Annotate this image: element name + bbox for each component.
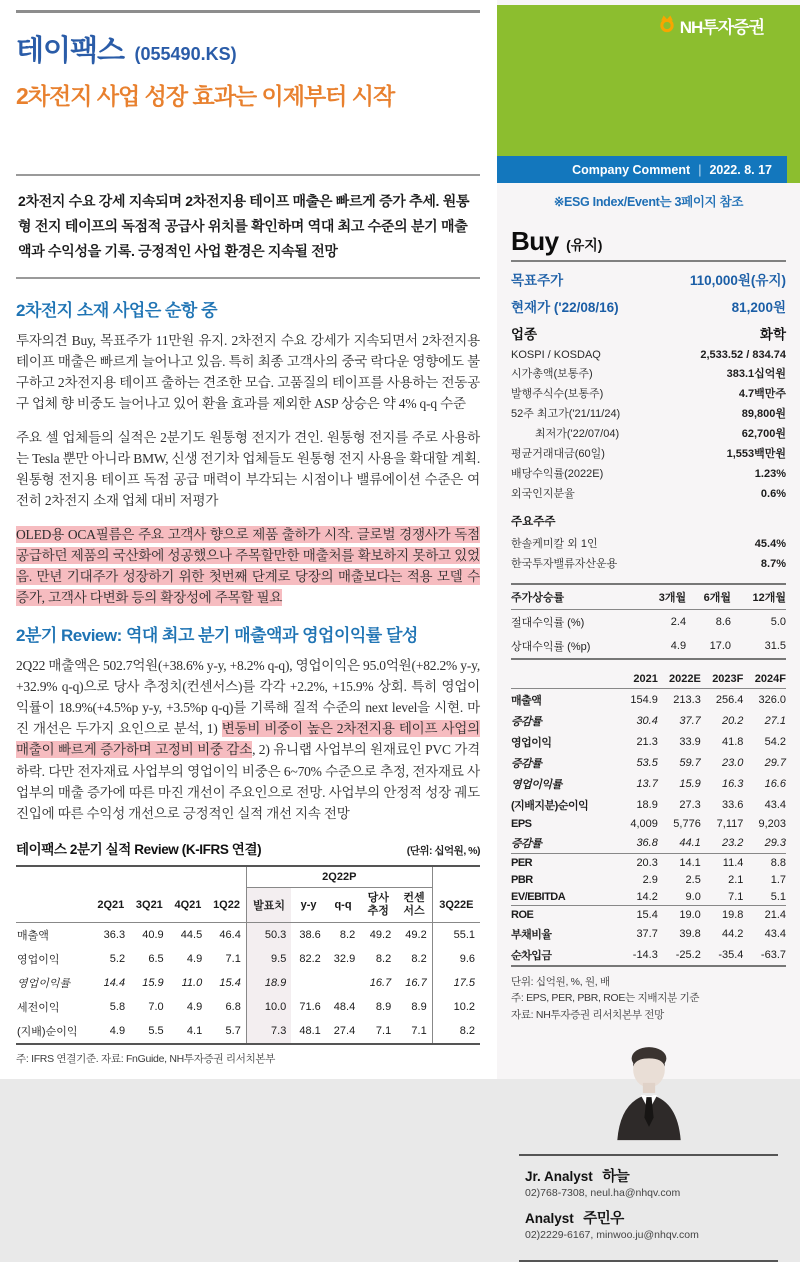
table-cell: 7.0 [148, 1001, 164, 1014]
table-cell: 5.5 [148, 1025, 164, 1038]
table-cell: 21.3 [636, 735, 658, 748]
row-label: PBR [511, 873, 533, 886]
row-label: 영업이익 [17, 954, 60, 967]
table-cell: 5.0 [770, 616, 786, 628]
table-cell: 36.8 [636, 836, 658, 849]
table-cell: 46.4 [219, 929, 241, 942]
info-row [511, 269, 786, 289]
info-value: 62,700원 [741, 428, 786, 440]
table-cell: 27.4 [333, 1025, 356, 1038]
table-row [511, 815, 786, 832]
row-label: 매출액 [17, 930, 49, 943]
info-row [511, 349, 786, 361]
table-cell: 2.5 [685, 873, 701, 886]
table-row [16, 923, 480, 948]
table-cell: 2.1 [728, 873, 744, 886]
table-row [16, 971, 480, 995]
row-label: PER [511, 854, 615, 872]
shareholders-title: 주요주주 [511, 516, 556, 528]
row-label: 증감률 [511, 757, 542, 770]
table-row [511, 731, 786, 752]
note-line: 주: EPS, PER, PBR, ROE는 지배지분 기준 [511, 992, 700, 1005]
table-row [511, 906, 786, 924]
table-cell: -63.7 [760, 948, 786, 961]
analyst-entry [525, 1165, 772, 1199]
table-row [511, 773, 786, 794]
table-cell: 44.5 [180, 929, 203, 942]
table-cell: 50.3 [246, 923, 291, 948]
info-value: 화학 [759, 327, 786, 342]
row-label: 순차입금 [511, 949, 552, 962]
shareholders-rows [511, 535, 786, 571]
info-label: 외국인지분율 [511, 488, 575, 500]
info-value: 0.6% [760, 488, 786, 500]
table-row [511, 854, 786, 872]
column-header [16, 887, 92, 922]
table-cell: 18.9 [636, 798, 658, 811]
table-cell: 5.7 [225, 1025, 241, 1038]
table-cell: 6.5 [148, 953, 164, 966]
info-row [511, 405, 786, 421]
table-cell: 59.7 [679, 756, 701, 769]
table-cell: 9.5 [246, 947, 291, 971]
info-row [511, 425, 786, 441]
main-column [16, 0, 480, 1079]
table-row [511, 794, 786, 815]
info-row [511, 555, 786, 571]
paragraph-4-plain-2: , 2) 유니랩 사업부의 원재료인 PVC 가격 하락. 다만 전자재료 사업부의 영업이익 비중은 6~70% 수준으로 추정, 전자재료 사업부의 매출 증가에 따른 마진 개선이 주요인으로 전망. 사업부의 안정적 성장 궤도 진입에 따른 수익성 개선으로 긍정적인 실적 개선 지속 전망 [16, 742, 480, 821]
table-cell: 16.7 [405, 977, 427, 990]
column-header: 4Q21 [169, 887, 208, 922]
table-cell: -35.4 [718, 948, 744, 961]
info-row [511, 385, 786, 401]
info-value: 1,553백만원 [726, 448, 786, 460]
info-label: 현재가 ('22/08/16) [511, 300, 619, 315]
section-heading-2: 2분기 Review: 역대 최고 분기 매출액과 영업이익률 달성 [16, 626, 418, 646]
table-cell: 31.5 [764, 640, 786, 652]
analyst-contact: 02)2229-6167, minwoo.ju@nhqv.com [525, 1228, 699, 1241]
column-header: 주가상승률 [511, 584, 641, 610]
table-cell: 5.2 [109, 953, 126, 966]
table-cell: 17.5 [432, 971, 480, 995]
table-row [16, 1019, 480, 1044]
table-row [511, 710, 786, 731]
performance-header-row [511, 584, 786, 610]
table-cell: 33.9 [679, 735, 701, 748]
table-cell: 48.1 [299, 1025, 321, 1038]
info-label: 한국투자밸류자산운용 [511, 558, 618, 570]
report-headline: 2차전지 사업 성장 효과는 이제부터 시작 [16, 83, 395, 109]
row-label: EPS [511, 817, 532, 830]
sidebar [497, 0, 800, 1241]
table-cell: 32.9 [333, 953, 356, 966]
table-cell [326, 971, 360, 995]
info-row [511, 465, 786, 481]
table-cell: 19.8 [701, 906, 744, 924]
info-value: 383.1십억원 [726, 368, 786, 380]
row-label: 절대수익률 (%) [511, 617, 585, 629]
table-row [511, 923, 786, 944]
info-value: 110,000원(유지) [689, 273, 786, 288]
table-cell: 38.6 [299, 929, 321, 942]
info-row [511, 296, 786, 316]
table-cell: 1.7 [770, 873, 786, 886]
row-label: 영업이익률 [17, 978, 71, 991]
table-cell: 30.4 [636, 714, 658, 727]
table-row [511, 944, 786, 966]
table-cell: 49.2 [369, 929, 392, 942]
table-cell: 39.8 [679, 927, 701, 940]
table-cell: 14.1 [658, 854, 701, 872]
nh-logo [657, 13, 764, 38]
info-label: 목표주가 [511, 273, 564, 288]
nh-logo-icon [657, 13, 677, 38]
table-cell: 2.9 [642, 873, 658, 886]
table-cell: 36.3 [103, 929, 126, 942]
table-cell: 4.9 [109, 1025, 126, 1038]
info-label: 배당수익률(2022E) [511, 468, 604, 480]
analyst-role: Jr. Analyst [525, 1168, 593, 1184]
info-value: 1.23% [754, 468, 786, 480]
row-label: 영업이익률 [511, 778, 562, 791]
table-cell: 43.4 [764, 927, 786, 940]
table-cell: 4.9 [670, 640, 687, 652]
row-label: 세전이익 [17, 1002, 60, 1015]
group-header-2q22p: 2Q22P [246, 866, 432, 888]
table-cell: -14.3 [632, 948, 658, 961]
row-label: 증감률 [511, 715, 542, 728]
table-cell: 7.1 [375, 1025, 392, 1038]
financial-forecast-table [511, 670, 786, 967]
table-cell: 9.6 [432, 947, 480, 971]
analyst-block [511, 1037, 786, 1262]
analyst-name: 주민우 [583, 1210, 624, 1227]
table-cell: 8.9 [411, 1001, 427, 1014]
note-line: 단위: 십억원, %, 원, 배 [511, 976, 610, 988]
table-cell: 4.1 [186, 1025, 203, 1038]
column-header-row [16, 887, 480, 922]
table-cell: 20.2 [721, 714, 744, 727]
table-cell: 19.0 [658, 906, 701, 924]
column-header: 2022E [658, 670, 701, 689]
highlighted-text: OLED용 OCA필름은 주요 고객사 향으로 제품 출하가 시작. 글로벌 경쟁사가 독점 공급하던 제품의 국산화에 성공했으나 주목할만한 매출처를 확보하지 못하고 있었음. 만년 기대주가 성장하기 위한 첫번째 단계로 당장의 매출보다는 적용 모델 수 증가, 고객사 다변화 등의 확장성에 주목할 필요 [16, 527, 480, 606]
table-cell: 8.8 [743, 854, 786, 872]
quarterly-table-unit: (단위: 십억원, %) [406, 844, 480, 857]
row-label: 증감률 [511, 837, 542, 850]
table-cell: 2.4 [670, 616, 687, 628]
table-cell: 5.1 [770, 890, 786, 903]
table-cell: 6.8 [225, 1001, 241, 1014]
top-divider [16, 10, 480, 13]
paragraph-1: 투자의견 Buy, 목표주가 11만원 유지. 2차전지 수요 강세가 지속되면서 2차전지용 테이프 매출은 빠르게 늘어나고 있음. 특히 최종 고객사의 중국 락다운 영향에도 불구하고 2차전지용 테이프 출하는 견조한 모습. 고품질의 테이프를 사용하는 전동공구 업체 향 비중도 늘어나고 있어 환율 효과를 제외한 ASP 상승은 약 4% q-q 수준 [16, 332, 480, 411]
paragraph-4 [16, 655, 480, 823]
highlighted-text-2: 변동비 비중이 높은 2차전지용 테이프 사업의 매출이 빠르게 증가하며 고정비 비중 감소 [16, 721, 480, 758]
table-cell: 23.0 [721, 756, 744, 769]
table-cell: 49.2 [405, 929, 427, 942]
table-cell: 48.4 [333, 1001, 356, 1014]
table-cell: 7.1 [225, 953, 241, 966]
stock-info-rows [511, 349, 786, 501]
table-row [16, 947, 480, 971]
table-row [511, 888, 786, 906]
table-cell: 326.0 [758, 693, 786, 706]
table-cell: 8.6 [715, 616, 732, 628]
paragraph-3 [16, 524, 480, 608]
row-label: EV/EBITDA [511, 890, 566, 903]
table-cell: 9.0 [685, 890, 701, 903]
column-header: 3개월 [641, 584, 686, 610]
column-header: 2Q21 [92, 887, 131, 922]
analyst-role: Analyst [525, 1210, 574, 1226]
info-value: 2,533.52 / 834.74 [700, 349, 786, 361]
blank-header [16, 866, 246, 888]
table-row [511, 752, 786, 773]
info-value: 89,800원 [741, 408, 786, 420]
column-header: 3Q21 [130, 887, 169, 922]
info-label: 한솔케미칼 외 1인 [511, 538, 598, 550]
table-cell: 23.2 [721, 836, 744, 849]
row-label: 매출액 [511, 694, 542, 707]
table-cell: 10.2 [432, 995, 480, 1019]
column-header: 2024F [743, 670, 786, 689]
column-header: 1Q22 [207, 887, 246, 922]
table-cell: 21.4 [743, 906, 786, 924]
analyst-name: 하늘 [602, 1168, 630, 1185]
info-row [511, 485, 786, 501]
table-cell: 27.1 [764, 714, 786, 727]
info-label: 최저가('22/07/04) [535, 428, 620, 440]
table-row [16, 995, 480, 1019]
table-cell: 18.9 [246, 971, 291, 995]
info-label: 업종 [511, 327, 538, 342]
table-cell: 29.3 [764, 836, 786, 849]
column-header: q-q [326, 887, 360, 922]
table-cell: 9,203 [758, 817, 786, 830]
table-cell: 37.7 [679, 714, 701, 727]
rating-rows [511, 269, 786, 343]
quarterly-table-header-row [16, 838, 480, 858]
table-cell: 8.9 [375, 1001, 392, 1014]
note-line: 자료: NH투자증권 리서치본부 전망 [511, 1008, 664, 1021]
analyst-contact: 02)768-7308, neul.ha@nhqv.com [525, 1186, 681, 1199]
financial-header-row [511, 670, 786, 689]
company-name: 테이팩스 [16, 35, 125, 67]
table-cell: 7,117 [716, 817, 744, 830]
brand-name: NH투자증권 [679, 18, 764, 37]
report-date: 2022. 8. 17 [709, 162, 772, 177]
table-cell: 7.3 [246, 1019, 291, 1044]
rating-line [511, 226, 786, 262]
quarterly-table-title: 테이팩스 2분기 실적 Review (K-IFRS 연결) [16, 841, 262, 857]
table-cell [291, 971, 325, 995]
table-cell: 20.3 [615, 854, 658, 872]
column-header: 컨센 서스 [396, 887, 432, 922]
blank-header [432, 866, 480, 888]
table-cell: 16.6 [764, 777, 786, 790]
table-row [511, 634, 786, 659]
info-row [511, 365, 786, 381]
info-label: 시가총액(보통주) [511, 368, 593, 380]
quarterly-results-table [16, 865, 480, 1045]
table-cell: 55.1 [432, 923, 480, 948]
table-cell: -25.2 [675, 948, 701, 961]
summary-box: 2차전지 수요 강세 지속되며 2차전지용 테이프 매출은 빠르게 증가 추세. 원통형 전지 테이프의 독점적 공급사 위치를 확인하며 역대 최고 수준의 분기 매출액과 수익성을 기록. 긍정적인 사업 환경은 지속될 전망 [16, 174, 480, 279]
table-cell: 5,776 [673, 817, 701, 830]
info-value: 8.7% [760, 558, 786, 570]
rating-status: (유지) [566, 237, 603, 253]
column-header [511, 670, 615, 689]
table-cell: 11.0 [181, 977, 203, 990]
table-row [511, 610, 786, 635]
column-header: 12개월 [731, 584, 786, 610]
table-cell: 43.4 [764, 798, 786, 811]
sidebar-body [511, 192, 786, 1262]
table-cell: 14.4 [103, 977, 126, 990]
info-row [511, 323, 786, 343]
report-type-band [497, 156, 787, 183]
rating-action: Buy [511, 226, 559, 256]
table-cell: 27.3 [679, 798, 701, 811]
table-cell: 15.9 [142, 977, 164, 990]
table-cell: 4.9 [186, 953, 203, 966]
info-label: KOSPI / KOSDAQ [511, 349, 601, 361]
price-performance-table [511, 583, 786, 660]
info-value: 4.7백만주 [738, 388, 786, 400]
table-cell: 13.7 [636, 777, 658, 790]
info-value: 81,200원 [731, 300, 786, 315]
analyst-entry [525, 1207, 772, 1241]
column-header: 발표치 [246, 887, 291, 922]
paragraph-2: 주요 셀 업체들의 실적은 2분기도 원통형 전지가 견인. 원통형 전지를 주로 사용하는 Tesla 뿐만 아니라 BMW, 신생 전기차 업체들도 원통형 전지 사용을 확대할 계획. 원통형 전지용 테이프 독점 공급 매력이 부각되는 시점이나 밸류에이션 수준은 여전히 2차전지 소재 업체 대비 저평가 [16, 429, 480, 509]
table-cell: 256.4 [715, 693, 744, 706]
table-row [511, 871, 786, 888]
row-label: 영업이익 [511, 736, 552, 749]
column-header: 2021 [615, 670, 658, 689]
paragraph-4-plain: 2Q22 매출액은 502.7억원(+38.6% y-y, +8.2% q-q), 영업이익은 95.0억원(+82.2% y-y, +32.9% q-q)으로 당사 추정치(컨센서스)를 각각 +2.2%, +15.9% 상회. 특히 영업이익률이 18.9%(+4.5%p y-y, +3.5%p q-q)를 기록해 질적 수준의 next level을 시현. 마진 개선은 두가지 요인으로 분석, 1) [16, 658, 480, 737]
table-cell: 44.1 [679, 836, 701, 849]
group-header-row [16, 866, 480, 888]
table-cell: 8.2 [339, 929, 356, 942]
table-cell: 16.3 [721, 777, 744, 790]
esg-note: ※ESG Index/Event는 3페이지 참조 [553, 195, 744, 209]
table-row [511, 832, 786, 854]
table-cell: 17.0 [709, 640, 732, 652]
info-label: 52주 최고가('21/11/24) [511, 408, 621, 420]
table-cell: 15.4 [615, 906, 658, 924]
info-label: 발행주식수(보통주) [511, 388, 604, 400]
report-type: Company Comment [572, 162, 691, 177]
table-cell: 7.1 [411, 1025, 427, 1038]
table-cell: 10.0 [246, 995, 291, 1019]
row-label: 부채비율 [511, 928, 552, 941]
table-cell: 54.2 [764, 735, 786, 748]
table-cell: 41.8 [721, 735, 744, 748]
table-cell: 11.4 [701, 854, 744, 872]
table-cell: 8.2 [411, 953, 427, 966]
column-header: 2023F [701, 670, 744, 689]
table-cell: 82.2 [299, 953, 321, 966]
table-cell: 15.4 [219, 977, 241, 990]
analyst-contact-list [519, 1154, 778, 1262]
table-cell: 33.6 [721, 798, 744, 811]
table-cell: 40.9 [142, 929, 164, 942]
column-header: 당사 추정 [360, 887, 396, 922]
table-cell: 4,009 [630, 817, 658, 830]
info-label: 평균거래대금(60일) [511, 448, 605, 460]
section-heading-1: 2차전지 소재 사업은 순항 중 [16, 300, 217, 320]
table-cell: 44.2 [721, 927, 744, 940]
table-row [511, 689, 786, 711]
table-cell: 7.1 [728, 890, 744, 903]
table-cell: 154.9 [630, 693, 658, 706]
table-cell: 71.6 [299, 1001, 321, 1014]
column-header: 6개월 [686, 584, 731, 610]
column-header: 3Q22E [432, 887, 480, 922]
ticker-code: (055490.KS) [134, 44, 237, 64]
table-cell: 213.3 [673, 693, 701, 706]
financial-notes [511, 974, 786, 1023]
analyst-photo [511, 1037, 786, 1146]
table-cell: 53.5 [636, 756, 658, 769]
table-cell: 8.2 [375, 953, 392, 966]
table-cell: 5.8 [109, 1001, 126, 1014]
table-cell: 14.2 [636, 890, 658, 903]
table-cell: 8.2 [432, 1019, 480, 1044]
quarterly-table-footnote: 주: IFRS 연결기준. 자료: FnGuide, NH투자증권 리서치본부 [16, 1053, 276, 1066]
title-line [16, 28, 480, 69]
row-label: 상대수익률 (%p) [511, 641, 591, 653]
info-value: 45.4% [754, 538, 786, 550]
row-label: (지배지분)순이익 [511, 799, 589, 812]
table-cell: 15.9 [679, 777, 701, 790]
table-cell: 4.9 [186, 1001, 203, 1014]
info-row [511, 445, 786, 461]
row-label: (지배)순이익 [17, 1026, 78, 1039]
column-header: y-y [291, 887, 325, 922]
row-label: ROE [511, 906, 615, 924]
table-cell: 29.7 [764, 756, 786, 769]
table-cell: 16.7 [369, 977, 392, 990]
table-cell: 37.7 [636, 927, 658, 940]
band-divider: | [698, 162, 702, 177]
info-row [511, 535, 786, 551]
